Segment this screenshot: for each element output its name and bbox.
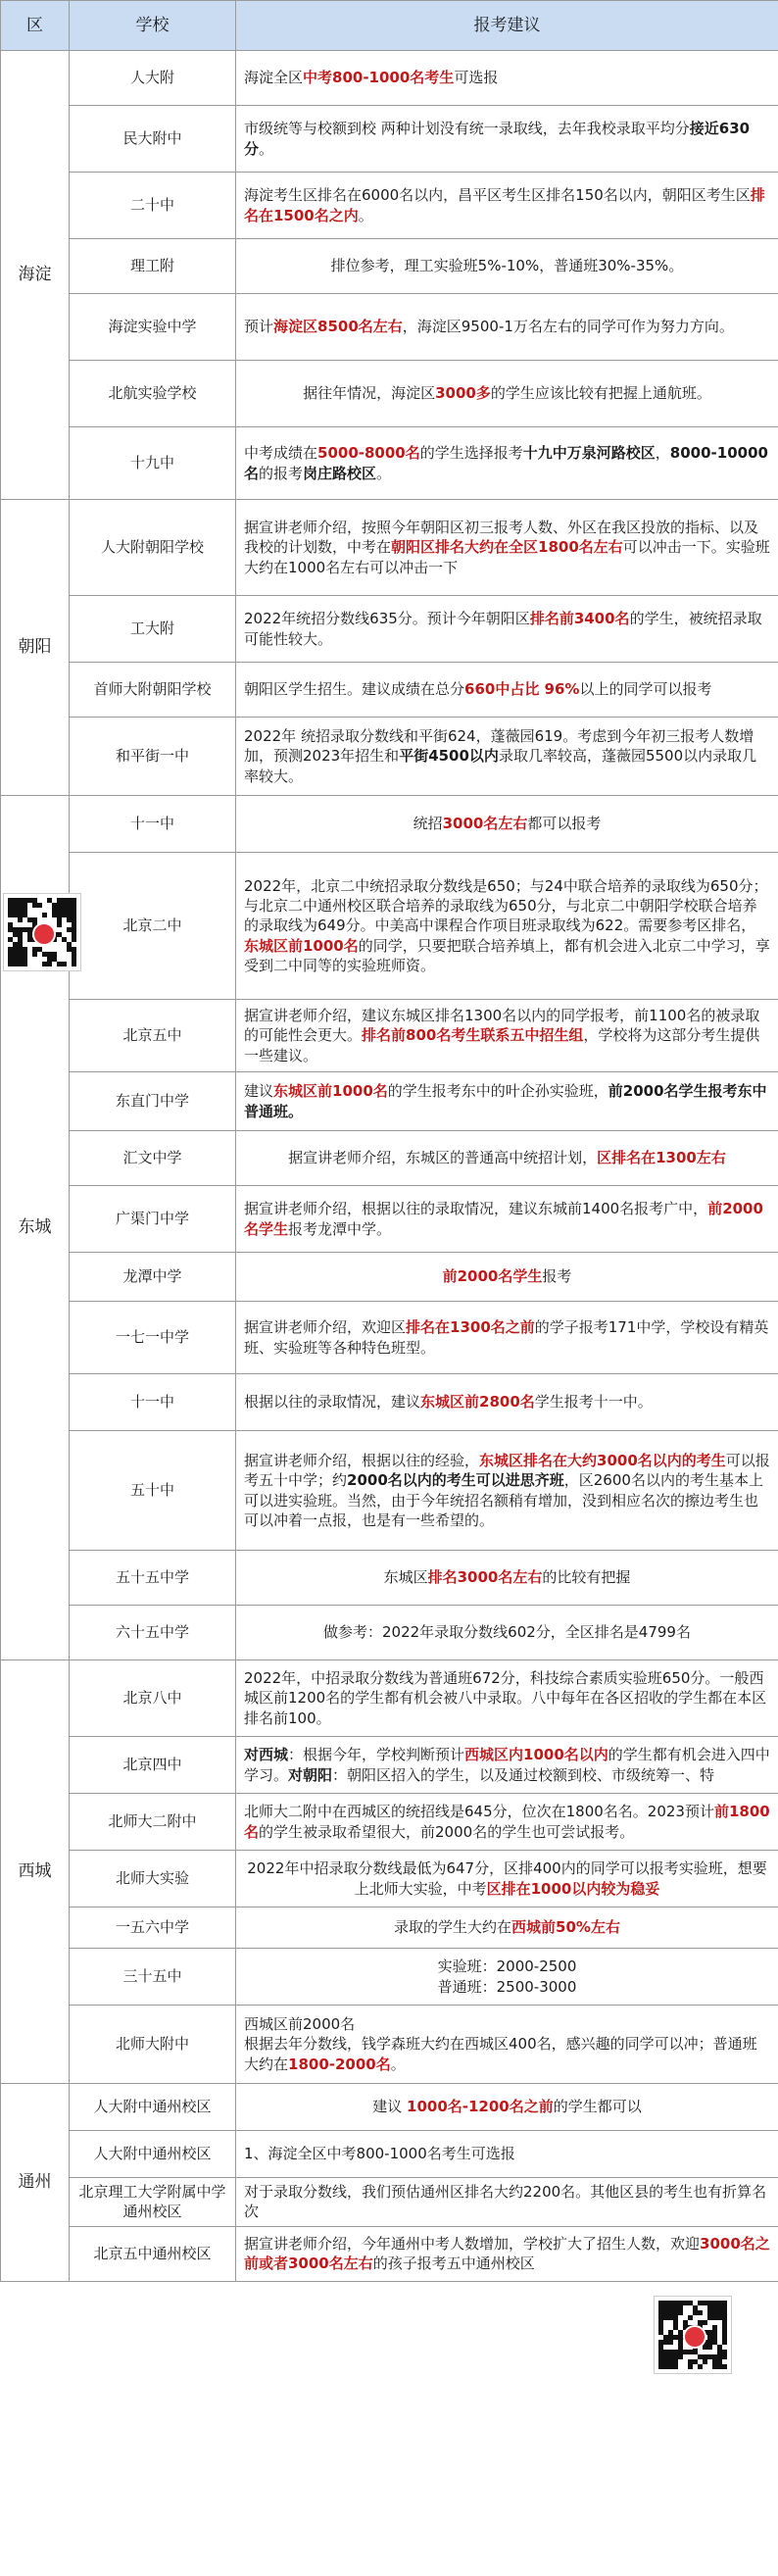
advice-text: 对于录取分数线，我们预估通州区排名大约2200名。其他区县的考生也有折算名次 <box>244 2183 767 2221</box>
advice-cell <box>236 106 778 173</box>
advice-cell <box>236 500 778 596</box>
bold-text: 对西城 <box>244 1746 289 1764</box>
advice-text: 排位参考，理工实验班5%-10%，普通班30%-35%。 <box>330 257 684 275</box>
qr-module <box>62 962 67 966</box>
table-row <box>1 1660 778 1737</box>
advice-text: 2022年统招分数线635分。预计今年朝阳区 <box>244 610 530 628</box>
advice-text: 的学生都可以 <box>553 2098 642 2116</box>
highlight-text: 西城前50%左右 <box>511 1918 620 1937</box>
school-cell: 三十五中 <box>70 1949 236 2006</box>
header-school: 学校 <box>70 1 236 51</box>
qr-module <box>688 2364 693 2369</box>
school-cell: 理工附 <box>70 239 236 294</box>
highlight-text: 3000名左右 <box>442 815 528 833</box>
advice-cell <box>236 718 778 796</box>
qr-module <box>722 2340 727 2345</box>
advice-text: 据宣讲老师介绍，按照今年朝阳区初三报考人数、外区在我区投放的指标、以及我校的计划数，中考在 <box>244 519 759 557</box>
highlight-text: 排名前3400名 <box>529 610 630 628</box>
table-row <box>1 596 778 663</box>
table-row <box>1 1253 778 1302</box>
table-row <box>1 853 778 1000</box>
highlight-text: 排名3000名左右 <box>427 1568 543 1587</box>
advice-cell <box>236 1374 778 1431</box>
district-cell-chaoyang: 朝阳 <box>1 500 70 796</box>
highlight-text: 5000-8000名 <box>317 444 420 463</box>
qr-module <box>668 2340 673 2345</box>
table-row <box>1 1000 778 1072</box>
highlight-text: 东城区排名在大约3000名以内的考生 <box>479 1452 726 1469</box>
table-row <box>1 239 778 294</box>
advice-cell <box>236 853 778 1000</box>
table-row <box>1 294 778 361</box>
highlight-text: 东城区前2800名 <box>420 1393 535 1412</box>
qr-module <box>72 937 76 942</box>
table-header <box>1 1 778 51</box>
table-row <box>1 1949 778 2006</box>
advice-text: 报考龙潭中学。 <box>288 1219 392 1238</box>
district-cell-xicheng: 西城 <box>1 1660 70 2084</box>
advice-text: 据宣讲老师介绍，根据以往的录取情况，建议东城前1400名报考广中， <box>244 1200 708 1218</box>
qr-module <box>47 962 52 966</box>
advice-text: 北师大二附中在西城区的统招线是645分，位次在1800名名。2023预计 <box>244 1803 714 1821</box>
highlight-text: 排名在1300名之前 <box>406 1318 535 1337</box>
school-cell: 北京五中 <box>70 1000 236 1072</box>
advice-cell <box>236 1000 778 1072</box>
table-row <box>1 427 778 500</box>
advice-text: 的比较有把握 <box>542 1568 631 1587</box>
bold-text: 岗庄路校区 <box>303 464 377 482</box>
advice-cell <box>236 2006 778 2084</box>
bold-text: 8000-10000名 <box>244 444 768 482</box>
school-cell: 北京理工大学附属中学通州校区 <box>70 2178 236 2227</box>
advice-text: 据宣讲老师介绍，欢迎区 <box>244 1318 407 1337</box>
bold-text: 2000名以内的考生可以进思齐班 <box>347 1471 564 1490</box>
qr-module <box>678 2310 683 2315</box>
table-row <box>1 2131 778 2178</box>
table-row <box>1 1374 778 1431</box>
highlight-text: 排名前800名考生联系五中招生组 <box>362 1026 584 1045</box>
highlight-text: 区排名在1300左右 <box>597 1149 726 1167</box>
advice-text: 中考成绩在 <box>244 444 318 463</box>
advice-text: 录取的学生大约在 <box>394 1918 512 1937</box>
table-row <box>1 1907 778 1949</box>
table-row <box>1 718 778 796</box>
advice-text: 的学生报考东中的叶企孙实验班， <box>387 1082 608 1101</box>
advice-text: 。 <box>390 2055 406 2073</box>
advice-text: 做参考：2022年录取分数线602分，全区排名是4799名 <box>323 1623 691 1642</box>
school-cell: 人大附朝阳学校 <box>70 500 236 596</box>
qr-logo-icon <box>683 2325 706 2349</box>
table-row <box>1 2006 778 2084</box>
advice-cell <box>236 173 778 239</box>
bold-text: 前2000名学生报考东中普通班。 <box>244 1082 767 1120</box>
advice-text: 2022年中招录取分数线最低为647分，区排400内的同学可以报考实验班，想要上北师大实验，中考 <box>247 1859 767 1898</box>
school-cell: 北京二中 <box>70 853 236 1000</box>
table-row <box>1 1186 778 1253</box>
advice-text: 2022年，中招录取分数线为普通班672分，科技综合素质实验班650分。一般西城区前1200名的学生都有机会被八中录取。八中每年在各区招收的学生都在本区排名前100。 <box>244 1669 767 1727</box>
school-cell: 北师大附中 <box>70 2006 236 2084</box>
table-row <box>1 1302 778 1374</box>
advice-text: 根据去年分数线，钱学森班大约在西城区400名，感兴趣的同学可以冲；普通班大约在 <box>244 2035 757 2073</box>
advice-text: 建议 <box>244 1082 274 1101</box>
advice-cell <box>236 2084 778 2131</box>
advice-text: 。 <box>259 139 274 158</box>
advice-text: 据宣讲老师介绍，建议东城区排名1300名以内的同学报考，前1100名的被录取的可能性会更大。 <box>244 1007 760 1045</box>
advice-cell <box>236 1606 778 1660</box>
school-cell: 五十五中学 <box>70 1551 236 1606</box>
advice-cell <box>236 1072 778 1131</box>
highlight-text: 660中占比 96% <box>464 680 580 699</box>
table-row <box>1 173 778 239</box>
school-cell: 北师大二附中 <box>70 1794 236 1851</box>
advice-text: 2022年 统招录取分数线和平街624，蓬薇园619。考虑到今年初三报考人数增加，预测2023年招生和 <box>244 727 754 766</box>
header-advice: 报考建议 <box>236 1 778 51</box>
advice-text: 实验班：2000-2500 <box>437 1957 577 1976</box>
school-cell: 海淀实验中学 <box>70 294 236 361</box>
qr-module <box>42 913 47 917</box>
advice-text: 的学生都有机会进入四中学习。 <box>244 1746 770 1784</box>
header-district: 区 <box>1 1 70 51</box>
advice-cell <box>236 239 778 294</box>
advice-text: 都可以报考 <box>527 815 602 833</box>
school-cell: 北师大实验 <box>70 1851 236 1907</box>
school-cell: 北京四中 <box>70 1737 236 1794</box>
qr-module <box>32 952 37 957</box>
table-row <box>1 361 778 427</box>
advice-text: 的学生，被统招录取可能性较大。 <box>244 610 762 648</box>
advice-cell <box>236 796 778 853</box>
highlight-text: 1000名-1200名之前 <box>407 2098 554 2116</box>
qr-module <box>678 2354 683 2359</box>
advice-text: 据宣讲老师介绍，根据以往的经验， <box>244 1452 480 1469</box>
table-row <box>1 106 778 173</box>
advice-cell <box>236 663 778 718</box>
advice-cell <box>236 2226 778 2281</box>
school-cell: 工大附 <box>70 596 236 663</box>
qr-code-right <box>655 2297 731 2373</box>
advice-text: 根据以往的录取情况，建议 <box>244 1393 421 1412</box>
qr-module <box>703 2359 707 2364</box>
qr-logo-icon <box>32 922 56 946</box>
highlight-text: 前2000名学生 <box>442 1267 543 1286</box>
highlight-text: 区排在1000以内较为稳妥 <box>486 1879 660 1898</box>
advice-text: 东城区 <box>383 1568 428 1587</box>
school-cell: 民大附中 <box>70 106 236 173</box>
qr-module <box>688 2315 693 2320</box>
advice-cell <box>236 1431 778 1551</box>
table-row <box>1 500 778 596</box>
qr-module <box>722 2364 727 2369</box>
table-row <box>1 796 778 853</box>
school-cell: 和平街一中 <box>70 718 236 796</box>
advice-text: 据宣讲老师介绍，东城区的普通高中统招计划， <box>288 1149 598 1167</box>
advice-text: 可选报 <box>454 69 499 87</box>
bold-text: 平街4500以内 <box>399 747 499 766</box>
advice-text: 。 <box>376 464 392 482</box>
advice-text: ，区2600名以内的考生基本上可以进实验班。当然，由于今年统招名额稍有增加，没到相应名次的擦边考生也可以冲着一点报，也是有一些希望的。 <box>244 1471 763 1529</box>
advice-text: 海淀考生区排名在6000名以内，昌平区考生区排名150名以内，朝阳区考生区 <box>244 186 751 205</box>
district-cell-haidian: 海淀 <box>1 51 70 500</box>
school-cell: 六十五中学 <box>70 1606 236 1660</box>
highlight-text: 西城区内1000名以内 <box>464 1746 608 1764</box>
advice-cell <box>236 427 778 500</box>
advice-cell <box>236 2178 778 2227</box>
highlight-text: 海淀区8500名左右 <box>273 318 403 336</box>
school-cell: 人大附 <box>70 51 236 106</box>
advice-cell <box>236 294 778 361</box>
advice-text: 据宣讲老师介绍，今年通州中考人数增加，学校扩大了招生人数，欢迎 <box>244 2234 701 2253</box>
advice-text: 普通班：2500-3000 <box>437 1977 577 1996</box>
qr-module <box>707 2345 712 2350</box>
highlight-text: 3000名之前或者3000名左右 <box>244 2234 770 2272</box>
qr-module <box>57 922 62 927</box>
advice-text: ：朝阳区招入的学生，以及通过校额到校、市级统筹一、特 <box>332 1765 715 1784</box>
table-row <box>1 1794 778 1851</box>
school-cell: 广渠门中学 <box>70 1186 236 1253</box>
advice-text: 的学生应该比较有把握上通航班。 <box>490 384 711 403</box>
highlight-text: 东城区前1000名 <box>244 936 359 955</box>
qr-module <box>37 903 42 908</box>
advice-text: 录取几率较高，蓬薇园5500以内录取几率较大。 <box>244 747 757 785</box>
table-row <box>1 2226 778 2281</box>
school-cell: 十一中 <box>70 1374 236 1431</box>
table-row <box>1 1131 778 1186</box>
school-cell: 二十中 <box>70 173 236 239</box>
advice-cell <box>236 1253 778 1302</box>
table-row <box>1 51 778 106</box>
advice-text: 的学生被录取希望很大，前2000名的学生也可尝试报考。 <box>259 1822 635 1841</box>
school-cell: 人大附中通州校区 <box>70 2084 236 2131</box>
highlight-text: 3000多 <box>435 384 491 403</box>
qr-module <box>72 962 76 966</box>
advice-cell <box>236 1851 778 1907</box>
advice-cell <box>236 1660 778 1737</box>
advice-text: 1、海淀全区中考800-1000名考生可选报 <box>244 2145 515 2163</box>
advice-text: 2022年，北京二中统招录取分数线是650；与24中联合培养的录取线为650分；与北京二中通州校区联合培养的录取线为650分，与北京二中朝阳学校联合培养的录取线为649分。中美高中课程合作项目班录取线为622。需要参考区排名， <box>244 876 768 935</box>
district-cell-tongzhou: 通州 <box>1 2084 70 2282</box>
highlight-text: 排名在1500名之内 <box>244 186 765 224</box>
table-row <box>1 1606 778 1660</box>
qr-module <box>703 2320 707 2325</box>
school-cell: 北航实验学校 <box>70 361 236 427</box>
advice-cell <box>236 1186 778 1253</box>
table-row <box>1 1851 778 1907</box>
school-cell: 五十中 <box>70 1431 236 1551</box>
advice-text: ，学校将为这部分考生提供一些建议。 <box>244 1026 760 1065</box>
advice-text: 统招 <box>413 815 443 833</box>
advice-text: 可以报考五十中学；约 <box>244 1452 770 1490</box>
highlight-text: 前2000名学生 <box>244 1200 763 1238</box>
advice-text: 的学生选择报考 <box>419 444 523 463</box>
advice-text: ， <box>655 444 670 463</box>
advice-text: 可以冲击一下。实验班大约在1000名左右可以冲击一下 <box>244 538 770 576</box>
advice-text: 报考 <box>542 1267 572 1286</box>
advice-text: 的学子报考171中学，学校设有精英班、实验班等各种特色班型。 <box>244 1318 769 1357</box>
advice-cell <box>236 1907 778 1949</box>
advice-text: ：根据今年，学校判断预计 <box>288 1746 465 1764</box>
highlight-text: 东城区前1000名 <box>273 1082 388 1101</box>
advice-cell <box>236 596 778 663</box>
table-row <box>1 1072 778 1131</box>
advice-text: ，海淀区9500-1万名左右的同学可作为努力方向。 <box>402 318 734 336</box>
school-cell: 十一中 <box>70 796 236 853</box>
advice-cell <box>236 1131 778 1186</box>
table-row <box>1 663 778 718</box>
advice-cell <box>236 1949 778 2006</box>
qr-module <box>18 917 23 922</box>
advice-text: 海淀全区 <box>244 69 304 87</box>
school-cell: 一五六中学 <box>70 1907 236 1949</box>
advice-text: 建议 <box>372 2098 408 2116</box>
table-row <box>1 2178 778 2227</box>
table-row <box>1 1431 778 1551</box>
school-cell: 首师大附朝阳学校 <box>70 663 236 718</box>
advice-cell <box>236 2131 778 2178</box>
qr-module <box>722 2354 727 2359</box>
highlight-text: 1800-2000名 <box>288 2055 391 2073</box>
school-cell: 十九中 <box>70 427 236 500</box>
qr-module <box>23 962 27 966</box>
advice-cell <box>236 1551 778 1606</box>
table-row <box>1 2084 778 2131</box>
school-cell: 东直门中学 <box>70 1072 236 1131</box>
advice-text: 学生报考十一中。 <box>534 1393 653 1412</box>
qr-module <box>698 2310 703 2315</box>
advice-text: 以上的同学可以报考 <box>579 680 712 699</box>
school-cell: 一七一中学 <box>70 1302 236 1374</box>
advice-text: 的孩子报考五中通州校区 <box>372 2254 535 2272</box>
advice-cell <box>236 1737 778 1794</box>
school-cell: 龙潭中学 <box>70 1253 236 1302</box>
advice-text: 西城区前2000名 <box>244 2015 356 2034</box>
qr-code-left <box>4 894 80 970</box>
advice-text: 的同学，只要把联合培养填上，都有机会进入北京二中学习，享受到二中同等的实验班师资。 <box>244 936 770 974</box>
bold-text: 对朝阳 <box>288 1765 333 1784</box>
qr-module <box>673 2364 678 2369</box>
qr-module <box>698 2364 703 2369</box>
advice-text: 据往年情况，海淀区 <box>303 384 436 403</box>
school-cell: 北京五中通州校区 <box>70 2226 236 2281</box>
advice-cell <box>236 361 778 427</box>
highlight-text: 中考800-1000名考生 <box>303 69 455 87</box>
bold-text: 接近630分 <box>244 120 751 158</box>
school-cell: 汇文中学 <box>70 1131 236 1186</box>
advice-text: 预计 <box>244 318 274 336</box>
advice-cell <box>236 1794 778 1851</box>
advice-text: 朝阳区学生招生。建议成绩在总分 <box>244 680 465 699</box>
table-row <box>1 1551 778 1606</box>
district-cell-dongcheng: 东城 <box>1 796 70 1660</box>
school-cell: 北京八中 <box>70 1660 236 1737</box>
highlight-text: 前1800名 <box>244 1803 770 1841</box>
advice-text: 的报考 <box>259 464 304 482</box>
advice-cell <box>236 51 778 106</box>
highlight-text: 朝阳区排名大约在全区1800名左右 <box>391 538 623 557</box>
advice-text: 。 <box>358 206 373 224</box>
bold-text: 十九中万泉河路校区 <box>522 444 656 463</box>
advice-cell <box>236 1302 778 1374</box>
advice-text: 市级统等与校额到校 两种计划没有统一录取线，去年我校录取平均分 <box>244 120 690 138</box>
school-cell: 人大附中通州校区 <box>70 2131 236 2178</box>
table-row <box>1 1737 778 1794</box>
